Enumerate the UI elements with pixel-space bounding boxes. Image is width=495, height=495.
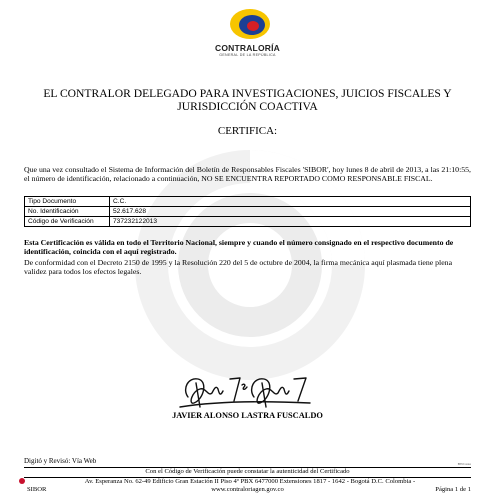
logo-wordmark: CONTRALORÍA bbox=[215, 43, 280, 53]
footer-system: SIBOR bbox=[27, 486, 47, 493]
signer-name: JAVIER ALONSO LASTRA FUSCALDO bbox=[172, 411, 323, 420]
table-row bbox=[25, 197, 471, 207]
intro-paragraph: Que una vez consultado el Sistema de Información del Boletín de Responsables Fiscales 'SIBOR', hoy lunes 8 de abril de 2013, a las 21:10:55, el número de identificación, relacionado a continuación, NO SE ENCUENTRA REPORTADO COMO RESPONSABLE FISCAL. bbox=[24, 165, 471, 183]
page-number: Página 1 de 1 bbox=[435, 486, 471, 493]
table-value: C.C. bbox=[110, 197, 471, 207]
identification-table bbox=[24, 196, 471, 227]
verification-note: Con el Código de Verificación puede constatar la autenticidad del Certificado bbox=[145, 468, 350, 475]
digitized-by: Digitó y Revisó: Vía Web bbox=[24, 457, 97, 465]
bullet-icon bbox=[19, 478, 25, 484]
logo-subtitle: GENERAL DE LA REPÚBLICA bbox=[219, 53, 276, 57]
decree-paragraph: De conformidad con el Decreto 2150 de 1995 y la Resolución 220 del 5 de octubre de 2004, la firma mecánica aquí plasmada tiene plena validez para todos los efectos legales. bbox=[24, 258, 453, 276]
handwritten-signature bbox=[178, 367, 318, 411]
footer-mark: BWCaste bbox=[457, 462, 471, 466]
table-label: No. Identificación bbox=[25, 207, 110, 217]
contraloria-logo bbox=[228, 8, 272, 40]
certifica-title: CERTIFICA: bbox=[217, 125, 278, 137]
table-value: 737232122013 bbox=[110, 217, 471, 227]
footer-website[interactable]: www.contraloriagen.gov.co bbox=[211, 486, 284, 493]
validity-paragraph: Esta Certificación es válida en todo el Territorio Nacional, siempre y cuando el número consignado en el respectivo documento de identificación, coincida con el aquí registrado. bbox=[24, 238, 454, 256]
table-value: 52.617.628 bbox=[110, 207, 471, 217]
table-label: Tipo Documento bbox=[25, 197, 110, 207]
table-label: Código de Verificación bbox=[25, 217, 110, 227]
footer-address: Av. Esperanza No. 62-49 Edificio Gran Estación II Piso 4º PBX 6477000 Extensiones 1817 - 1642 - Bogotá D.C. Colombia - bbox=[84, 478, 416, 485]
document-heading: EL CONTRALOR DELEGADO PARA INVESTIGACIONES, JUICIOS FISCALES Y JURISDICCIÓN COACTIVA bbox=[43, 87, 452, 113]
table-row bbox=[25, 217, 471, 227]
table-row bbox=[25, 207, 471, 217]
